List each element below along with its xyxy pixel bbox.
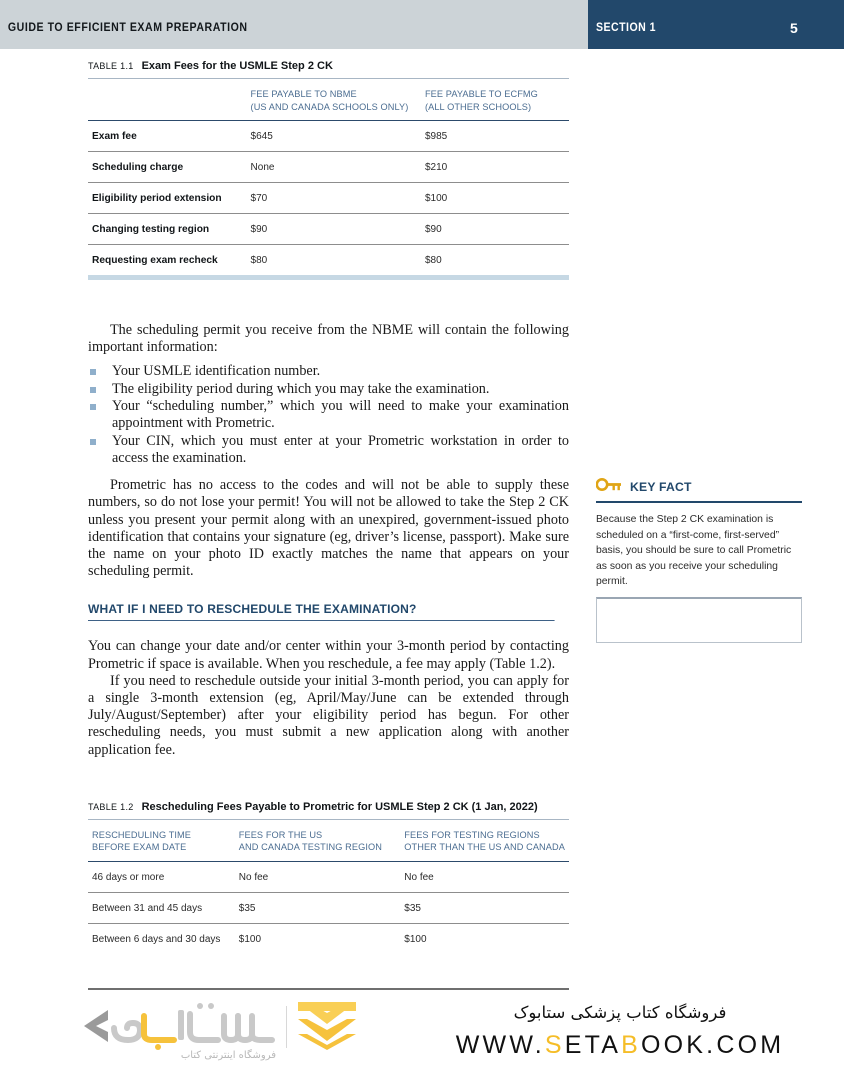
page-header — [0, 0, 844, 49]
col-2-line-1: FEE PAYABLE TO ECFMG — [424, 89, 538, 99]
key-icon — [596, 478, 622, 496]
table-1-2-number: TABLE 1.2 — [88, 801, 134, 812]
table-1-1-number: TABLE 1.1 — [88, 61, 134, 71]
col-0-line-2: BEFORE EXAM DATE — [92, 842, 187, 853]
row-value-nbme: $70 — [247, 183, 421, 214]
setabook-wordmark — [78, 1002, 278, 1050]
row-value-nbme: $90 — [247, 214, 421, 245]
list-item — [88, 398, 569, 433]
logo-divider — [286, 1006, 287, 1048]
row-label: Between 31 and 45 days — [88, 892, 235, 923]
col-1-line-1: FEES FOR THE US — [238, 829, 323, 840]
header-section-label: SECTION 1 — [596, 22, 657, 34]
row-value-us: $100 — [238, 933, 262, 945]
col-2-line-2: (ALL OTHER SCHOOLS) — [424, 101, 532, 112]
chevron-mark-icon — [296, 1000, 358, 1052]
key-fact-header — [596, 478, 802, 503]
setabook-logo — [78, 998, 348, 1078]
col-1-line-2: (US AND CANADA SCHOOLS ONLY) — [250, 101, 409, 112]
row-label: Scheduling charge — [88, 152, 247, 183]
table-1-1-col-0 — [88, 79, 247, 121]
header-title: GUIDE TO EFFICIENT EXAM PREPARATION — [8, 22, 248, 34]
footer-watermark — [0, 992, 844, 1080]
table-1-1-caption — [88, 60, 569, 72]
url-prefix: WWW. — [455, 1031, 545, 1059]
table-row — [88, 861, 569, 892]
url-mid-2: OOK.COM — [641, 1031, 785, 1059]
row-value-nbme: $80 — [250, 255, 268, 266]
bullet-square-icon — [90, 439, 96, 445]
row-value-ecfmg: $210 — [421, 152, 569, 183]
table-1-1-title: Exam Fees for the USMLE Step 2 CK — [141, 60, 333, 72]
paragraph-scheduling-permit: The scheduling permit you receive from the NBME will contain the following important information: — [88, 322, 569, 356]
bullet-square-icon — [90, 404, 96, 410]
row-value-other: No fee — [400, 861, 569, 892]
table-1-1 — [88, 78, 569, 275]
row-label: Eligibility period extension — [88, 183, 247, 214]
col-2-line-1: FEES FOR TESTING REGIONS — [404, 829, 540, 840]
table-row — [88, 214, 569, 245]
list-item — [88, 433, 569, 468]
col-1-line-1: FEE PAYABLE TO NBME — [250, 89, 357, 99]
page-bottom-rule — [88, 988, 569, 990]
paragraph-prometric-codes: Prometric has no access to the codes and will not be able to supply these numbers, so do not lose your permit! You will not be allowed to take the Step 2 CK unless you present your permit along with an unexpired, government-issued photo identification that contains your signature (eg, driver’s license, passport). Make sure the name on your photo ID exactly matches the name that appears on your scheduling permit. — [88, 477, 569, 580]
table-1-2-col-0 — [88, 819, 235, 861]
table-row — [88, 892, 569, 923]
table-1-2-header-row — [88, 819, 569, 861]
key-fact-callout — [596, 478, 802, 590]
setabook-logo-subtitle: فروشگاه اینترنتی کتاب — [180, 1050, 276, 1061]
row-value-nbme: None — [247, 152, 421, 183]
table-row — [88, 245, 569, 276]
paragraph-extension: If you need to reschedule outside your initial 3-month period, you can apply for a single 3-month extension (eg, April/May/June can be extended through July/August/September) after your eligibility period has begun. For other rescheduling needs, you must submit a new application along with another application fee. — [88, 672, 569, 758]
row-value-us: $35 — [235, 892, 401, 923]
key-fact-empty-box — [596, 597, 802, 643]
row-value-other: $35 — [400, 892, 569, 923]
row-label: Exam fee — [88, 121, 247, 152]
footer-tagline-fa: فروشگاه کتاب پزشکی ستابوک — [513, 1003, 727, 1022]
row-value-ecfmg: $985 — [421, 121, 569, 152]
row-value-ecfmg: $100 — [421, 183, 569, 214]
list-item — [88, 363, 569, 380]
row-value-ecfmg: $90 — [421, 214, 569, 245]
url-letter-b: B — [621, 1031, 642, 1059]
list-item-text: The eligibility period during which you may take the examination. — [112, 380, 490, 397]
table-row — [88, 183, 569, 214]
table-row — [88, 121, 569, 152]
table-1-2-caption — [88, 801, 569, 813]
table-1-1-header-row — [88, 79, 569, 121]
table-1-1-col-1 — [247, 79, 421, 121]
paragraph-change-date: You can change your date and/or center within your 3-month period by contacting Prometric if space is available. When you reschedule, a fee may apply (Table 1.2). — [88, 638, 569, 672]
url-letter-s: S — [544, 1031, 565, 1059]
row-value-ecfmg: $80 — [424, 255, 442, 266]
row-value-nbme: $645 — [247, 121, 421, 152]
footer-url[interactable] — [420, 1028, 820, 1062]
section-heading-reschedule: WHAT IF I NEED TO RESCHEDULE THE EXAMINATION? — [88, 602, 555, 621]
col-0-line-1: RESCHEDULING TIME — [92, 829, 192, 840]
key-fact-label: KEY FACT — [630, 480, 692, 494]
bullet-square-icon — [90, 387, 96, 393]
row-value-us: No fee — [235, 861, 401, 892]
page-number: 5 — [790, 20, 798, 36]
table-row — [88, 152, 569, 183]
list-item-text: Your CIN, which you must enter at your Prometric workstation in order to access the examination. — [112, 432, 569, 466]
bullet-square-icon — [90, 369, 96, 375]
list-item-text: Your “scheduling number,” which you will need to make your examination appointment with Prometric. — [112, 398, 569, 432]
list-item — [88, 381, 569, 398]
table-1-2 — [88, 819, 569, 954]
table-row — [88, 923, 569, 954]
table-1-1-col-2 — [421, 79, 569, 121]
table-1-2-col-1 — [235, 819, 401, 861]
footer-brand-text — [420, 1000, 820, 1062]
row-label: Requesting exam recheck — [92, 255, 218, 266]
row-label: Between 6 days and 30 days — [92, 933, 221, 945]
row-value-other: $100 — [404, 933, 427, 945]
row-label: 46 days or more — [88, 861, 235, 892]
col-1-line-2: AND CANADA TESTING REGION — [238, 842, 382, 853]
url-mid-1: ETA — [564, 1031, 622, 1059]
list-item-text: Your USMLE identification number. — [112, 363, 321, 380]
key-fact-text: Because the Step 2 CK examination is scheduled on a “first-come, first-served” basis, you should be sure to call Prometric as soon as you receive your scheduling permit. — [596, 514, 792, 588]
table-1-2-title: Rescheduling Fees Payable to Prometric for USMLE Step 2 CK (1 Jan, 2022) — [141, 800, 538, 813]
permit-info-list — [88, 363, 569, 467]
table-1-2-col-2 — [400, 819, 569, 861]
row-label: Changing testing region — [88, 214, 247, 245]
main-content-column — [88, 60, 569, 954]
col-2-line-2: OTHER THAN THE US AND CANADA — [404, 842, 565, 853]
